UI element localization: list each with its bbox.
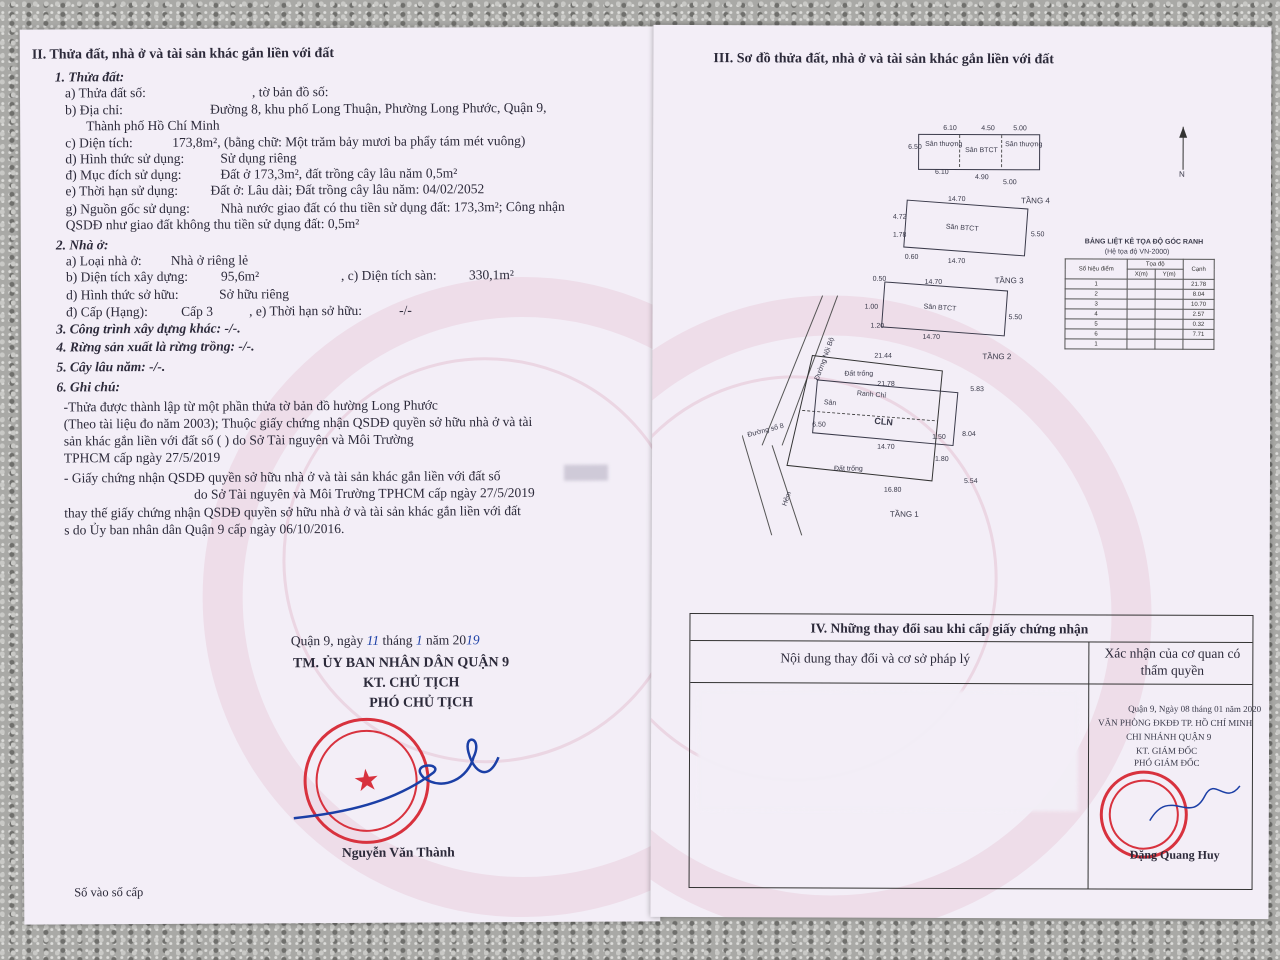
floor-label: Sân BTCT (945, 223, 979, 233)
dim-label: 5.50 (1030, 231, 1045, 239)
committee-name: TM. ỦY BAN NHÂN DÂN QUẬN 9 (292, 655, 510, 672)
dim-label: 21.78 (877, 380, 895, 388)
star-icon: ★ (351, 762, 382, 799)
dim-label: 1.00 (864, 303, 879, 311)
col-content-header: Nội dung thay đổi và cơ sở pháp lý (780, 650, 971, 667)
house-dd-label: đ) Cấp (Hạng): (66, 304, 148, 320)
house-a-value: Nhà ở riêng lẻ (170, 252, 249, 268)
table-row (1065, 339, 1214, 350)
floor-label: Sân thượng (1005, 141, 1043, 149)
coord-header-x: X(m) (1127, 269, 1155, 279)
dim-label: 1.50 (932, 433, 946, 441)
coord-edge: 7.71 (1183, 329, 1214, 339)
land-g-label: g) Nguồn gốc sử dụng: (65, 200, 190, 217)
right-page (650, 25, 1271, 919)
house-d-value: Sở hữu riêng (219, 286, 290, 302)
coord-point: 3 (1065, 299, 1127, 309)
note-line: -Thửa được thành lập từ một phần thửa tờ bản đồ hường Long Phước (63, 397, 438, 415)
dim-label: 5.00 (1013, 125, 1027, 133)
land-dd-label: đ) Mục đích sử dụng: (65, 166, 182, 183)
note-line: - Giấy chứng nhận QSDĐ quyền sở hữu nhà ở và tài sản khác gắn liền với đất số (63, 468, 501, 486)
coord-table-title: BẢNG LIỆT KÊ TỌA ĐỘ GÓC RANH (1084, 238, 1204, 246)
confirm-date: Quận 9, Ngày 08 tháng 01 năm 2020 (1128, 703, 1262, 715)
dim-label: 4.90 (975, 174, 989, 182)
land-d-label: d) Hình thức sử dụng: (65, 150, 185, 167)
land-a-mid: , tờ bản đồ số: (251, 84, 329, 100)
land-e-label: e) Thời hạn sử dụng: (65, 182, 178, 199)
coord-edge: 0.32 (1183, 319, 1214, 329)
coord-point: 6 (1065, 329, 1127, 339)
redaction-mark (564, 465, 608, 481)
column-divider (1088, 641, 1090, 888)
floor-label: Sân (823, 399, 837, 408)
coord-point: 5 (1065, 319, 1127, 329)
floor-title: TẦNG 1 (889, 509, 919, 519)
note-line: TPHCM cấp ngày 27/5/2019 (63, 449, 221, 466)
road-label: Đường Nội Bộ (813, 336, 836, 382)
coord-header-y: Y(m) (1155, 269, 1183, 279)
floor-label: Sân thượng (925, 140, 963, 149)
north-arrow-icon (1173, 122, 1193, 172)
coord-header-point: Số hiệu điểm (1065, 259, 1127, 279)
floor-label: CLN (873, 415, 894, 428)
floor-label: Ranh Chỉ (856, 390, 887, 400)
date-prefix: Quận 9, ngày (290, 632, 364, 649)
land-b-value2: Thành phố Hồ Chí Minh (86, 117, 220, 134)
table-row (1065, 299, 1214, 310)
floor-label: Đất trống (833, 465, 863, 473)
coord-table-subtitle: (Hệ tọa độ VN-2000) (1104, 248, 1170, 256)
confirm-branch: CHI NHÁNH QUẬN 9 (1126, 731, 1212, 742)
changes-title: IV. Những thay đổi sau khi cấp giấy chứng nhận (810, 620, 1089, 637)
note-line: thay thế giấy chứng nhận QSDĐ quyền sở hữu nhà ở và tài sản khác gắn liền với đất (64, 503, 521, 521)
land-c-label: c) Diện tích: (65, 135, 133, 151)
dim-label: 0.50 (872, 275, 887, 283)
section-title: II. Thửa đất, nhà ở và tài sản khác gắn liền với đất (31, 46, 335, 63)
dim-label: 1.80 (935, 455, 949, 463)
floor-label: Đất trống (844, 370, 874, 378)
left-page (20, 26, 661, 924)
date-line (291, 632, 480, 649)
table-row (1065, 279, 1214, 290)
dim-label: 14.70 (922, 333, 941, 341)
dim-label: 21.44 (874, 352, 892, 360)
coord-point: 1 (1065, 279, 1127, 289)
notes-heading: 6. Ghi chú: (56, 379, 120, 395)
coord-header-coord: Tọa độ (1127, 259, 1183, 269)
house-b-value: 95,6m² (220, 268, 260, 284)
note-line: s do Ủy ban nhân dân Quận 9 cấp ngày 06/10/2016. (64, 520, 345, 538)
signer-name: Nguyễn Văn Thành (341, 844, 455, 860)
road-label: Hẻm (781, 490, 794, 508)
perennial-trees: 5. Cây lâu năm: -/-. (56, 358, 166, 375)
planted-forest: 4. Rừng sản xuất là rừng trồng: -/-. (56, 338, 255, 355)
note-line: do Sở Tài nguyên và Môi Trường TPHCM cấp ngày 27/5/2019 (194, 484, 535, 502)
dim-label: 6.10 (935, 168, 949, 176)
other-works: 3. Công trình xây dựng khác: -/-. (56, 320, 241, 337)
floor-3-plan (903, 200, 1028, 257)
land-d-value: Sử dụng riêng (220, 150, 297, 166)
date-month-label: tháng (382, 632, 413, 648)
date-year: 19 (466, 632, 480, 648)
dim-label: 8.04 (962, 431, 976, 439)
confirm-office: VĂN PHÒNG ĐKĐĐ TP. HỒ CHÍ MINH (1098, 717, 1253, 729)
date-year-label: năm 20 (425, 632, 467, 648)
house-b-label: b) Diện tích xây dựng: (65, 268, 189, 285)
dim-label: 5.00 (1002, 179, 1017, 187)
note-line: (Theo tài liệu đo năm 2003); Thuộc giấy chứng nhận QSDĐ quyền sở hữu nhà ở và tài (63, 413, 533, 432)
land-heading: 1. Thửa đất: (54, 69, 125, 85)
date-day: 11 (366, 632, 380, 648)
table-row (1065, 309, 1214, 320)
note-line: sản khác gắn liền với đất số ( ) do Sở Tài nguyên và Môi Trường (63, 431, 414, 449)
coord-edge (1183, 339, 1214, 349)
changes-header (690, 614, 1252, 643)
coord-point: 2 (1065, 289, 1127, 299)
signature (283, 717, 514, 828)
floor-label: Sân BTCT (923, 303, 957, 313)
redacted-content (698, 690, 1078, 811)
dim-label: 5.54 (963, 478, 978, 486)
land-b-value: Đường 8, khu phố Long Thuận, Phường Long Phước, Quận 9, (210, 99, 547, 117)
dim-label: 14.70 (877, 443, 895, 451)
dim-label: 14.70 (947, 257, 966, 266)
house-dd-value: Cấp 3 (181, 303, 214, 319)
land-e-value: Đất ở: Lâu dài; Đất trồng cây lâu năm: 04/02/2052 (210, 181, 485, 198)
dim-label: 6.50 (908, 143, 922, 151)
house-a-label: a) Loại nhà ở: (65, 253, 142, 269)
house-c-label: , c) Diện tích sàn: (340, 267, 437, 283)
dim-label: 16.80 (883, 486, 902, 494)
confirm-kt: KT. GIÁM ĐỐC (1136, 745, 1198, 756)
confirm-signature (1145, 766, 1245, 836)
floor-label: Sân BTCT (965, 147, 998, 155)
coord-edge: 2.57 (1183, 309, 1214, 319)
table-row (1065, 289, 1214, 300)
dim-label: 4.72 (892, 213, 907, 221)
table-row (1065, 329, 1214, 340)
dim-label: 5.50 (1008, 314, 1023, 322)
house-e-value: -/- (399, 302, 412, 318)
land-b-label: b) Địa chỉ: (65, 102, 123, 118)
house-c-value: 330,1m² (468, 267, 514, 283)
coord-header-edge: Cạnh (1183, 259, 1214, 279)
section-title: III. Sơ đồ thửa đất, nhà ở và tài sản khác gắn liền với đất (713, 51, 1054, 68)
changes-table (689, 613, 1262, 890)
coord-edge: 21.78 (1183, 279, 1214, 289)
floor-title: TẦNG 4 (1020, 196, 1050, 206)
land-g-value: Nhà nước giao đất có thu tiền sử dụng đất: 173,3m²; Công nhận (220, 198, 565, 216)
dim-label: 1.78 (892, 231, 907, 239)
floor-title: TẦNG 3 (994, 276, 1024, 286)
dim-label: 14.70 (924, 278, 943, 286)
land-c-value: 173,8m², (bằng chữ: Một trăm bảy mươi ba phẩy tám mét vuông) (172, 133, 526, 150)
col-confirm-header: Xác nhận của cơ quan có thẩm quyền (1104, 645, 1241, 678)
house-heading: 2. Nhà ở: (55, 237, 109, 253)
header-divider (690, 682, 1252, 685)
dim-label: 5.83 (970, 386, 984, 394)
dim-label: 4.50 (981, 125, 995, 133)
coord-point: 1 (1065, 339, 1127, 349)
dim-label: 14.70 (947, 195, 966, 204)
house-d-label: d) Hình thức sở hữu: (66, 286, 179, 303)
land-a-label: a) Thửa đất số: (64, 85, 146, 101)
coord-edge: 8.04 (1183, 289, 1214, 299)
registry-number-label: Số vào số cấp (74, 885, 144, 900)
confirm-vice: PHÓ GIÁM ĐỐC (1133, 757, 1200, 768)
north-symbol: N (1179, 169, 1185, 179)
coord-point: 4 (1065, 309, 1127, 319)
coord-edge: 10.70 (1183, 299, 1214, 309)
confirm-signer: Đặng Quang Huy (1129, 847, 1220, 862)
floor-title: TẦNG 2 (982, 352, 1012, 362)
vice-chairman: PHÓ CHỦ TỊCH (369, 695, 474, 711)
table-row (1065, 319, 1214, 330)
coordinate-table (1064, 258, 1214, 350)
road-label: Đường số 8 (746, 422, 785, 439)
date-month: 1 (415, 632, 423, 648)
floor-4-plan (918, 134, 1043, 170)
dim-label: 1.20 (870, 322, 885, 330)
dim-label: 0.60 (904, 253, 919, 261)
kt-chairman: KT. CHỦ TỊCH (363, 675, 460, 691)
dim-label: 6.50 (812, 421, 826, 429)
dim-label: 6.10 (943, 124, 957, 132)
land-dd-value: Đất ở 173,3m², đất trồng cây lâu năm 0,5m² (220, 165, 458, 182)
land-g-value2: QSDĐ như giao đất không thu tiền sử dụng đất: 0,5m² (65, 215, 360, 233)
house-e-label: , e) Thời hạn sở hữu: (249, 302, 363, 319)
